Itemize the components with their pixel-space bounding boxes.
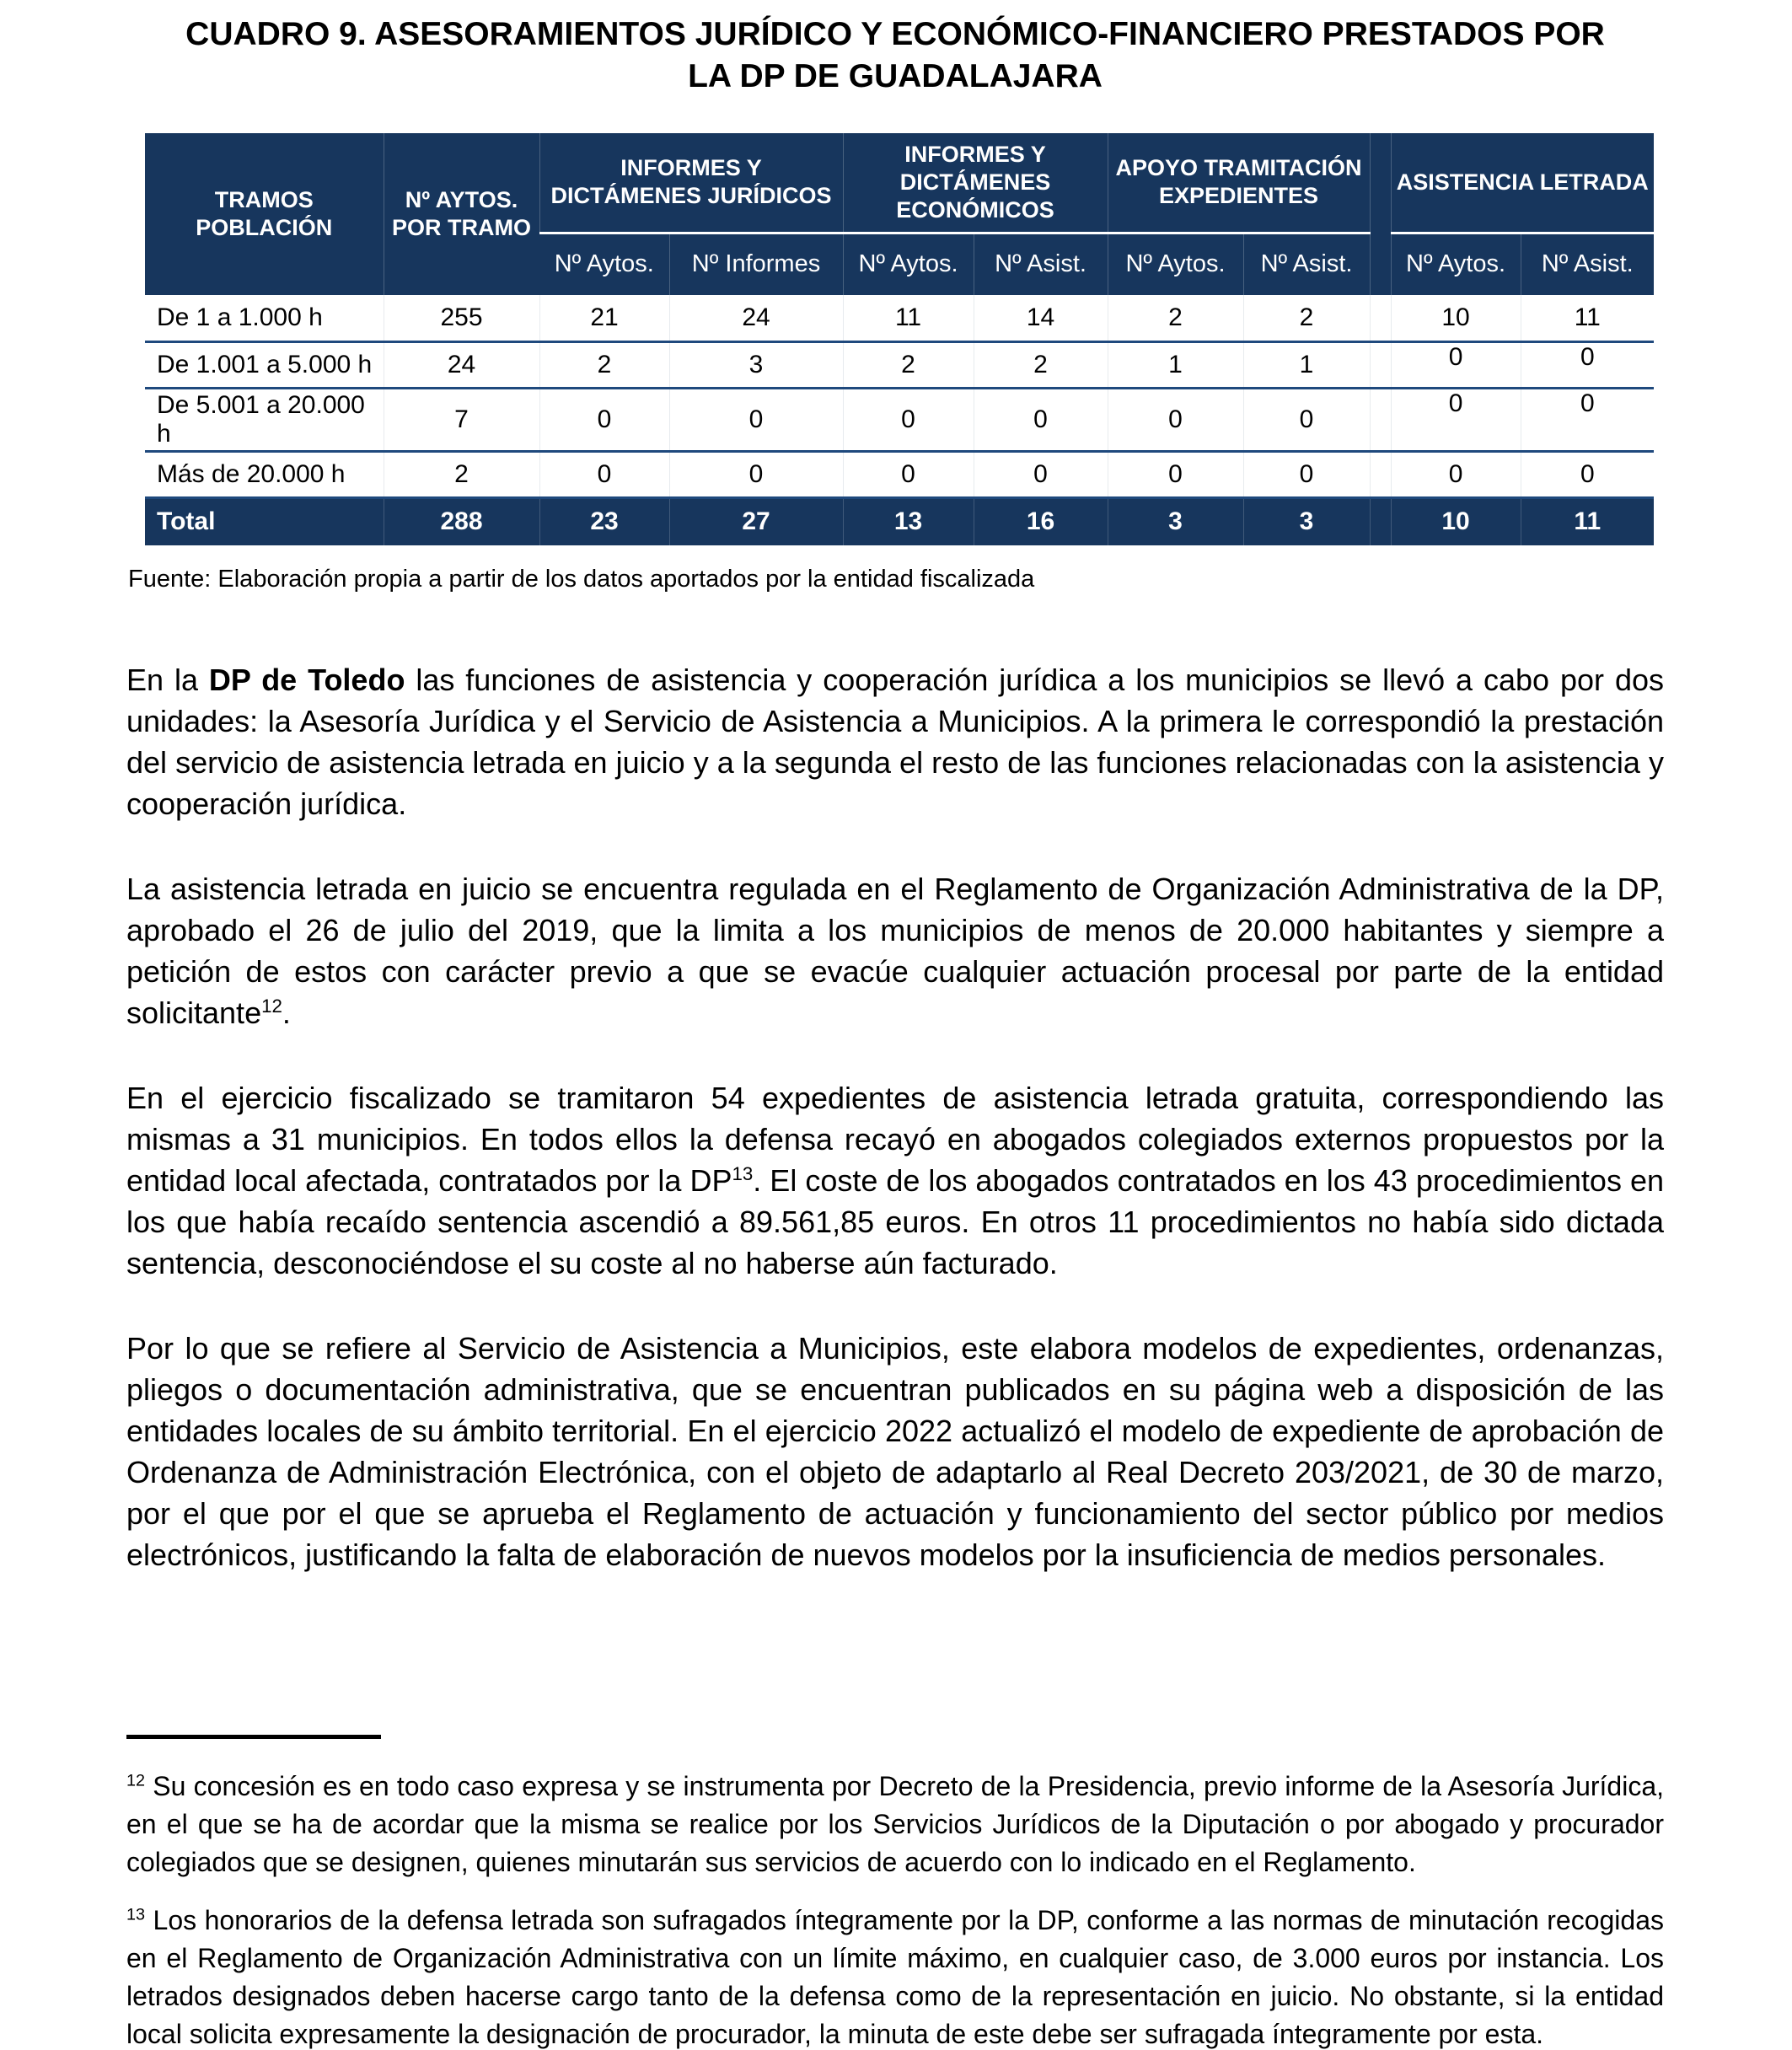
footnote-text: Los honorarios de la defensa letrada son sufragados íntegramente por la DP, conforme a las normas de minutación recogidas en el Reglamento de Organización Administrativa con un límite máximo, en cualquier caso, de 3.000 euros por instancia. Los letrados designados deben hacerse cargo tanto de la defensa como de la representación en juicio. No obstante, si la entidad local solicita expresamente la designación de procurador, la minuta de este debe ser sufragada íntegramente por esta. [126, 1905, 1664, 2049]
table-cell: 0 [843, 388, 974, 451]
table-cell: 0 [1521, 451, 1654, 497]
row-label: De 1.001 a 5.000 h [145, 341, 384, 388]
table-cell: 0 [1108, 388, 1243, 451]
cuadro9-table [145, 133, 1654, 545]
footnote-text: Su concesión es en todo caso expresa y se instrumenta por Decreto de la Presidencia, previo informe de la Asesoría Jurídica, en el que se ha de acordar que la misma se realice por los Servicios Jurídicos de la Diputación o por abogado y procurador colegiados que se designen, quienes minutarán sus servicios de acuerdo con lo indicado en el Reglamento. [126, 1771, 1664, 1877]
table-cell: 0 [1108, 451, 1243, 497]
footnote-number: 12 [126, 1771, 146, 1790]
table-row [145, 388, 1654, 451]
table-cell: 2 [384, 451, 539, 497]
footnote-reference-13: 13 [732, 1163, 754, 1184]
table-cell: 0 [974, 451, 1108, 497]
table-cell: 2 [1243, 295, 1370, 341]
row-label: De 5.001 a 20.000 h [145, 388, 384, 451]
table-cell: 1 [1243, 341, 1370, 388]
sub-header-apoyo-aytos: Nº Aytos. [1108, 233, 1243, 295]
table-cell: 24 [669, 295, 843, 341]
bold-text: DP de Toledo [208, 663, 405, 697]
paragraph-text: . El coste de los abogados contratados en los 43 procedimientos en los que había recaído sentencia ascendió a 89.561,85 euros. En otros 11 procedimientos no había sido dictada sentencia, desconociéndose el su coste al no haberse aún facturado. [126, 1163, 1665, 1280]
paragraph-text: En el ejercicio fiscalizado se tramitaron 54 expedientes de asistencia letrada gratuita, correspondiendo las mismas a 31 municipios. En todos ellos la defensa recayó en abogados colegiados externos propuestos por la entidad local afectada, contratados por la DP [126, 1081, 1664, 1198]
table-cell: 11 [1521, 295, 1654, 341]
spacer-column [1370, 133, 1391, 295]
table-cell: 21 [539, 295, 669, 341]
table-cell: 0 [1391, 388, 1521, 451]
sub-header-letrada-asist: Nº Asist. [1521, 233, 1654, 295]
page-title [126, 13, 1664, 98]
table-cell: 0 [1391, 341, 1521, 388]
sub-header-letrada-aytos: Nº Aytos. [1391, 233, 1521, 295]
total-cell: 27 [669, 497, 843, 545]
total-cell: 288 [384, 497, 539, 545]
page-content [126, 13, 1664, 1619]
body-paragraph-1 [126, 659, 1664, 824]
table-cell: 24 [384, 341, 539, 388]
body-paragraph-2 [126, 868, 1664, 1033]
table-cell: 0 [1391, 451, 1521, 497]
spacer-cell [1370, 341, 1391, 388]
group-header-informes-economicos: INFORMES Y DICTÁMENES ECONÓMICOS [843, 133, 1108, 233]
paragraph-text: . [282, 995, 291, 1030]
table-cell: 2 [974, 341, 1108, 388]
page-title-line2: LA DP DE GUADALAJARA [688, 58, 1103, 94]
footnote-12 [126, 1768, 1664, 1881]
table-row [145, 341, 1654, 388]
spacer-cell [1370, 388, 1391, 451]
sub-header-economicos-aytos: Nº Aytos. [843, 233, 974, 295]
footnote-separator [126, 1735, 381, 1739]
table-cell: 2 [1108, 295, 1243, 341]
column-header-tramos: TRAMOS POBLACIÓN [145, 133, 384, 295]
footnote-reference-12: 12 [261, 995, 282, 1017]
paragraph-text: La asistencia letrada en juicio se encuentra regulada en el Reglamento de Organización Administrativa de la DP, aprobado el 26 de julio del 2019, que la limita a los municipios de menos de 20.000 habitantes y siempre a petición de estos con carácter previo a que se evacúe cualquier actuación procesal por parte de la entidad solicitante [126, 872, 1664, 1030]
total-cell: 3 [1243, 497, 1370, 545]
total-label: Total [145, 497, 384, 545]
footnotes-section [126, 1735, 1664, 2050]
table-cell: 0 [843, 451, 974, 497]
sub-header-economicos-asist: Nº Asist. [974, 233, 1108, 295]
group-header-informes-juridicos: INFORMES Y DICTÁMENES JURÍDICOS [539, 133, 843, 233]
table-cell: 255 [384, 295, 539, 341]
table-cell: 0 [669, 388, 843, 451]
table-cell: 0 [974, 388, 1108, 451]
paragraph-text: las funciones de asistencia y cooperación jurídica a los municipios se llevó a cabo por dos unidades: la Asesoría Jurídica y el Servicio de Asistencia a Municipios. A la primera le correspondió la prestación del servicio de asistencia letrada en juicio y a la segunda el resto de las funciones relacionadas con la asistencia y cooperación jurídica. [126, 663, 1664, 821]
table-cell: 14 [974, 295, 1108, 341]
sub-header-juridicos-aytos: Nº Aytos. [539, 233, 669, 295]
table-cell: 2 [539, 341, 669, 388]
paragraph-text: En la [126, 663, 209, 697]
body-paragraph-4 [126, 1328, 1664, 1575]
table-row [145, 295, 1654, 341]
body-paragraph-3 [126, 1077, 1664, 1284]
table-cell: 3 [669, 341, 843, 388]
table-cell: 0 [1243, 388, 1370, 451]
total-cell: 10 [1391, 497, 1521, 545]
table-source-note: Fuente: Elaboración propia a partir de los datos aportados por la entidad fiscalizada [128, 566, 1035, 593]
total-cell: 3 [1108, 497, 1243, 545]
table-cell: 0 [539, 388, 669, 451]
row-label: Más de 20.000 h [145, 451, 384, 497]
table-cell: 0 [1243, 451, 1370, 497]
spacer-cell [1370, 295, 1391, 341]
table-cell: 7 [384, 388, 539, 451]
table-cell: 10 [1391, 295, 1521, 341]
table-cell: 0 [1521, 341, 1654, 388]
sub-header-juridicos-informes: Nº Informes [669, 233, 843, 295]
total-cell: 11 [1521, 497, 1654, 545]
table-row [145, 451, 1654, 497]
paragraph-text: Por lo que se refiere al Servicio de Asistencia a Municipios, este elabora modelos de expedientes, ordenanzas, pliegos o documentación administrativa, que se encuentran publicados en su página web a disposición de las entidades locales de su ámbito territorial. En el ejercicio 2022 actualizó el modelo de expediente de aprobación de Ordenanza de Administración Electrónica, con el objeto de adaptarlo al Real Decreto 203/2021, de 30 de marzo, por el que por el que se aprueba el Reglamento de actuación y funcionamiento del sector público por medios electrónicos, justificando la falta de elaboración de nuevos modelos por la insuficiencia de medios personales. [126, 1331, 1664, 1572]
group-header-apoyo-tramitacion: APOYO TRAMITACIÓN EXPEDIENTES [1108, 133, 1370, 233]
table-cell: 11 [843, 295, 974, 341]
table-cell: 0 [669, 451, 843, 497]
table-cell: 1 [1108, 341, 1243, 388]
row-label: De 1 a 1.000 h [145, 295, 384, 341]
total-cell: 23 [539, 497, 669, 545]
footnote-number: 13 [126, 1905, 146, 1924]
total-cell: 13 [843, 497, 974, 545]
table-cell: 0 [1521, 388, 1654, 451]
page-title-line1: CUADRO 9. ASESORAMIENTOS JURÍDICO Y ECONÓMICO-FINANCIERO PRESTADOS POR [185, 16, 1605, 52]
spacer-cell [1370, 497, 1391, 545]
table-cell: 2 [843, 341, 974, 388]
total-cell: 16 [974, 497, 1108, 545]
body-text [126, 659, 1664, 1575]
table-total-row [145, 497, 1654, 545]
group-header-asistencia-letrada: ASISTENCIA LETRADA [1391, 133, 1654, 233]
table-cell: 0 [539, 451, 669, 497]
column-header-aytos-tramo: Nº AYTOS. POR TRAMO [384, 133, 539, 295]
footnote-13 [126, 1902, 1664, 2050]
sub-header-apoyo-asist: Nº Asist. [1243, 233, 1370, 295]
spacer-cell [1370, 451, 1391, 497]
